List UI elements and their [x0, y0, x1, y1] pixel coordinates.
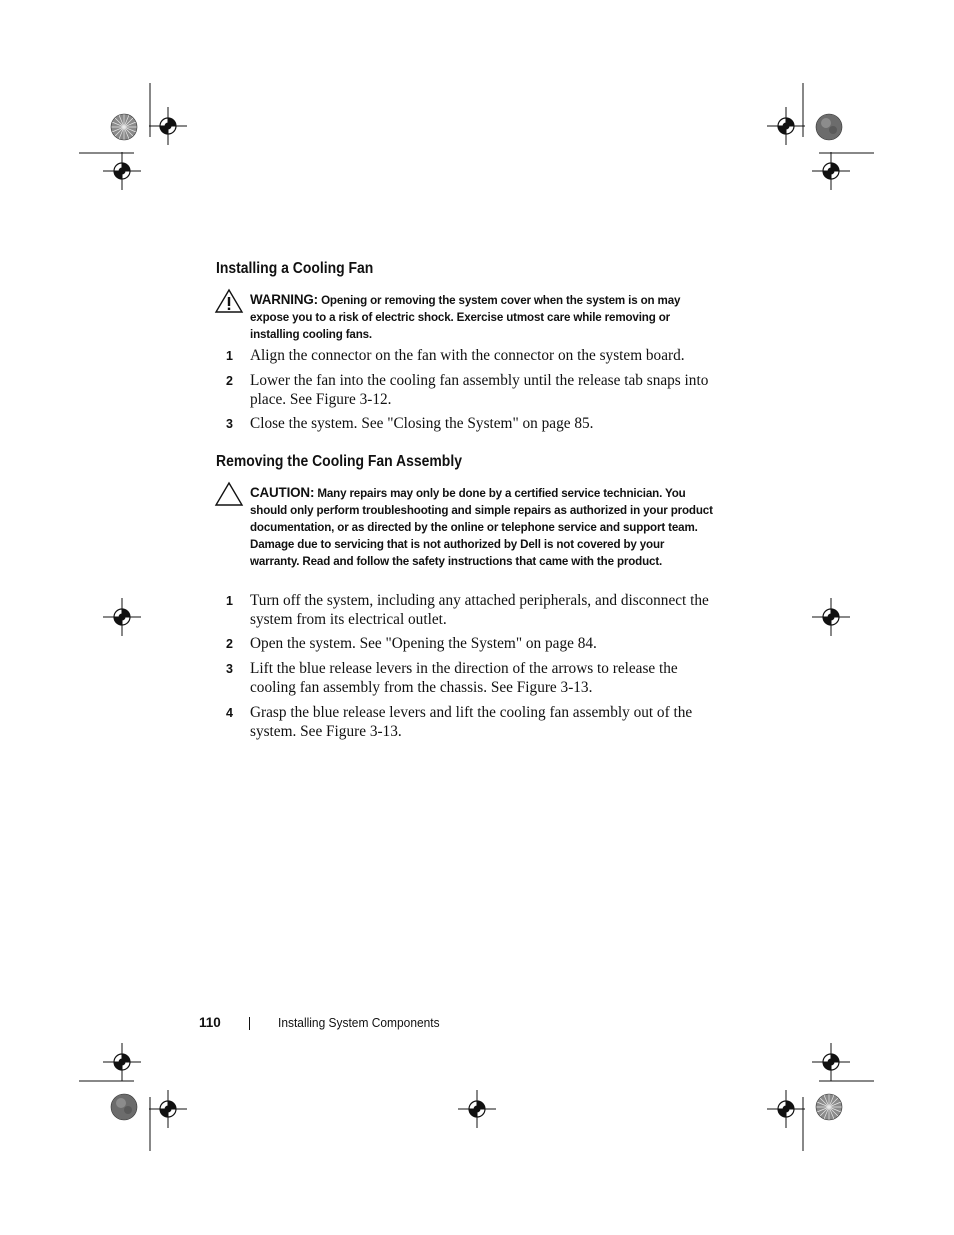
- footer-divider: [249, 1017, 250, 1030]
- caution-label: CAUTION:: [250, 485, 315, 500]
- warning-text: Opening or removing the system cover when the system is on may expose you to a risk of electric shock. Exercise utmost care while removing or installing cooling fans.: [250, 294, 681, 341]
- list-item: [226, 414, 716, 433]
- step-number: 3: [226, 417, 233, 431]
- footer-chapter-title: Installing System Components: [278, 1016, 440, 1030]
- step-number: 4: [226, 706, 233, 720]
- step-number: 3: [226, 662, 233, 676]
- list-item: [226, 703, 716, 741]
- step-text: Grasp the blue release levers and lift the cooling fan assembly out of the system. See Figure 3-13.: [250, 704, 693, 740]
- step-text: Lower the fan into the cooling fan assembly until the release tab snaps into place. See Figure 3-12.: [250, 372, 709, 408]
- step-text: Align the connector on the fan with the connector on the system board.: [250, 347, 685, 364]
- step-text: Lift the blue release levers in the direction of the arrows to release the cooling fan assembly from the chassis. See Figure 3-13.: [250, 660, 678, 696]
- page-number: 110: [199, 1015, 221, 1030]
- step-number: 1: [226, 349, 233, 363]
- list-item: [226, 371, 716, 409]
- warning-notice: [214, 291, 714, 343]
- section-heading-installing: Installing a Cooling Fan: [216, 260, 374, 277]
- caution-notice: [214, 484, 714, 570]
- step-number: 2: [226, 637, 233, 651]
- list-item: [226, 346, 716, 365]
- caution-text: Many repairs may only be done by a certified service technician. You should only perform troubleshooting and simple repairs as authorized in your product documentation, or as directed by the online or telephone service and support team. Damage due to servicing that is not authorized by Dell is not covered by your warranty. Read and follow the safety instructions that came with the product.: [250, 487, 713, 568]
- step-text: Close the system. See "Closing the System" on page 85.: [250, 415, 594, 432]
- section-heading-removing: Removing the Cooling Fan Assembly: [216, 453, 462, 470]
- step-number: 1: [226, 594, 233, 608]
- step-text: Open the system. See "Opening the System" on page 84.: [250, 635, 597, 652]
- caution-triangle-icon: [214, 481, 244, 507]
- step-number: 2: [226, 374, 233, 388]
- warning-label: WARNING:: [250, 292, 318, 307]
- warning-triangle-icon: [214, 288, 244, 314]
- list-item: [226, 634, 716, 653]
- list-item: [226, 591, 716, 629]
- step-text: Turn off the system, including any attached peripherals, and disconnect the system from its electrical outlet.: [250, 592, 709, 628]
- list-item: [226, 659, 716, 697]
